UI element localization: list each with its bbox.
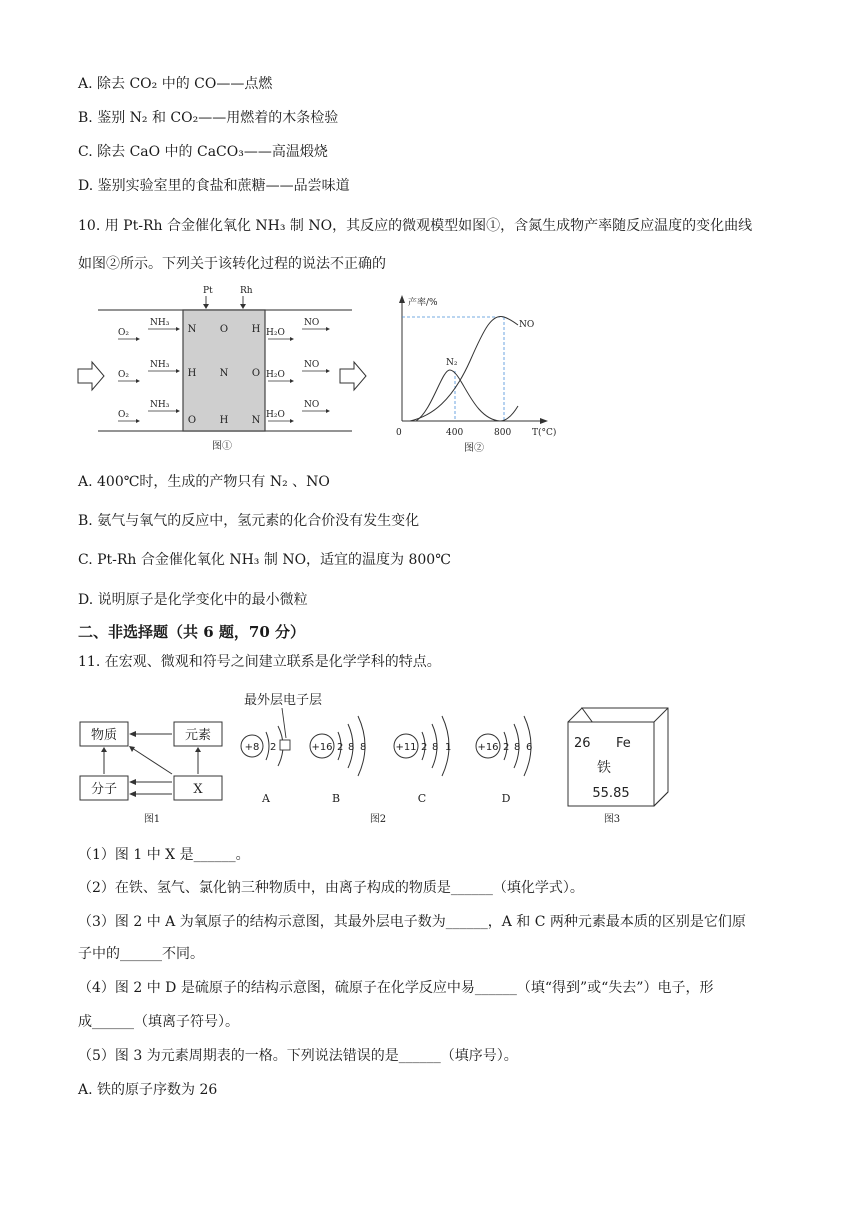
element-symbol: Fe bbox=[616, 736, 631, 751]
rh-label: Rh bbox=[240, 286, 253, 296]
q10-option-b: B. 氨气与氧气的反应中，氢元素的化合价没有发生变化 bbox=[78, 513, 420, 529]
q9-option-c: C. 除去 CaO 中的 CaCO₃——高温煅烧 bbox=[78, 144, 328, 160]
h2o-label: H₂O bbox=[266, 410, 285, 420]
q11-stem: 11. 在宏观、微观和符号之间建立联系是化学学科的特点。 bbox=[78, 654, 441, 670]
h2o-label: H₂O bbox=[266, 370, 285, 380]
o2-label: O₂ bbox=[118, 410, 129, 420]
atom-b bbox=[310, 716, 366, 805]
grid-cell: O bbox=[219, 324, 229, 335]
box-yuansu: 元素 bbox=[184, 728, 212, 743]
figure-1-caption: 图① bbox=[212, 441, 232, 452]
shell-count: 8 bbox=[348, 742, 355, 753]
q10-stem-line2: 如图②所示。下列关于该转化过程的说法不正确的 bbox=[78, 256, 386, 272]
atom-a bbox=[241, 726, 290, 805]
grid-cell: N bbox=[251, 415, 261, 426]
grid-cell: H bbox=[187, 368, 197, 379]
tick-400: 400 bbox=[446, 428, 464, 438]
box-x: X bbox=[193, 782, 203, 797]
q9-option-a: A. 除去 CO₂ 中的 CO——点燃 bbox=[78, 76, 273, 92]
fig2-caption: 图2 bbox=[369, 814, 387, 825]
o2-label: O₂ bbox=[118, 328, 129, 338]
atomic-number: 26 bbox=[574, 736, 591, 751]
grid-cell: O bbox=[251, 368, 261, 379]
fig1-caption: 图1 bbox=[143, 814, 161, 825]
grid-cell: O bbox=[187, 415, 197, 426]
section-title: 二、非选择题（共 6 题，70 分） bbox=[78, 623, 305, 641]
q11-sub3-line2: 子中的______不同。 bbox=[78, 946, 204, 962]
blank-box bbox=[280, 740, 290, 750]
x-axis-label: T(°C) bbox=[532, 428, 557, 438]
q11-sub4-line1: （4）图 2 中 D 是硫原子的结构示意图，硫原子在化学反应中易______（填“得到”或“失去”）电子，形 bbox=[78, 980, 714, 996]
q11-sub1: （1）图 1 中 X 是______。 bbox=[78, 847, 250, 863]
no-curve-label: NO bbox=[519, 320, 535, 330]
grid-cell: H bbox=[219, 415, 229, 426]
atom-letter: B bbox=[331, 792, 341, 805]
grid-cell: N bbox=[219, 368, 229, 379]
shell-count: 6 bbox=[526, 742, 533, 753]
shell-count: 8 bbox=[360, 742, 367, 753]
q11-sub5: （5）图 3 为元素周期表的一格。下列说法错误的是______（填序号）。 bbox=[78, 1048, 518, 1064]
box-wuzhi: 物质 bbox=[90, 728, 118, 743]
shell-count: 1 bbox=[445, 742, 452, 753]
atom-letter: A bbox=[262, 792, 270, 805]
atomic-mass: 55.85 bbox=[592, 786, 630, 801]
nh3-label: NH₃ bbox=[150, 400, 170, 410]
q10-option-d: D. 说明原子是化学变化中的最小微粒 bbox=[78, 592, 308, 608]
q11-sub3-line1: （3）图 2 中 A 为氧原子的结构示意图，其最外层电子数为______，A 和 C 两种元素最本质的区别是它们原 bbox=[78, 914, 746, 930]
origin-label: 0 bbox=[396, 428, 402, 438]
q10-figure-2 bbox=[392, 291, 572, 457]
atom-letter: D bbox=[501, 792, 511, 805]
q11-sub5-option-a: A. 铁的原子序数为 26 bbox=[78, 1082, 218, 1098]
h2o-label: H₂O bbox=[266, 328, 285, 338]
nucleus-charge: +16 bbox=[477, 742, 499, 753]
no-label: NO bbox=[304, 400, 320, 410]
nucleus-charge: +11 bbox=[395, 742, 417, 753]
nh3-label: NH₃ bbox=[150, 318, 170, 328]
outer-shell-label: 最外层电子层 bbox=[244, 693, 323, 708]
q11-figure-2 bbox=[230, 688, 550, 830]
pt-label: Pt bbox=[203, 286, 213, 296]
shell-count: 2 bbox=[421, 742, 428, 753]
grid-cell: N bbox=[187, 324, 197, 335]
atom-letter: C bbox=[417, 792, 427, 805]
nucleus-charge: +16 bbox=[311, 742, 333, 753]
q9-option-b: B. 鉴别 N₂ 和 CO₂——用燃着的木条检验 bbox=[78, 110, 339, 126]
y-axis-label: 产率/% bbox=[408, 298, 438, 308]
shell-count: 2 bbox=[337, 742, 344, 753]
figure-2-caption: 图② bbox=[464, 443, 484, 454]
shell-count: 8 bbox=[432, 742, 439, 753]
shell-count: 2 bbox=[503, 742, 510, 753]
shell-count: 8 bbox=[514, 742, 521, 753]
n2-curve-label: N₂ bbox=[446, 358, 458, 368]
q10-figure-1 bbox=[70, 283, 370, 455]
no-label: NO bbox=[304, 318, 320, 328]
nh3-label: NH₃ bbox=[150, 360, 170, 370]
atom-d bbox=[476, 716, 532, 805]
shell-count: 2 bbox=[270, 742, 277, 753]
no-label: NO bbox=[304, 360, 320, 370]
q10-stem-line1: 10. 用 Pt-Rh 合金催化氧化 NH₃ 制 NO，其反应的微观模型如图①，含氮生成物产率随反应温度的变化曲线 bbox=[78, 218, 753, 234]
nucleus-charge: +8 bbox=[244, 742, 260, 753]
q10-option-c: C. Pt-Rh 合金催化氧化 NH₃ 制 NO，适宜的温度为 800℃ bbox=[78, 552, 451, 568]
q11-sub4-line2: 成______（填离子符号）。 bbox=[78, 1014, 239, 1030]
q11-sub2: （2）在铁、氢气、氯化钠三种物质中，由离子构成的物质是______（填化学式）。 bbox=[78, 880, 584, 896]
q9-option-d: D. 鉴别实验室里的食盐和蔗糖——品尝味道 bbox=[78, 178, 350, 194]
atom-c bbox=[394, 716, 451, 805]
box-fenzi: 分子 bbox=[90, 782, 118, 797]
o2-label: O₂ bbox=[118, 370, 129, 380]
fig3-caption: 图3 bbox=[603, 814, 621, 825]
q11-figure-3 bbox=[564, 706, 674, 832]
tick-800: 800 bbox=[494, 428, 512, 438]
element-name: 铁 bbox=[597, 760, 611, 776]
q11-figure-1 bbox=[76, 712, 226, 830]
grid-cell: H bbox=[251, 324, 261, 335]
q10-option-a: A. 400℃时，生成的产物只有 N₂ 、NO bbox=[78, 474, 330, 490]
